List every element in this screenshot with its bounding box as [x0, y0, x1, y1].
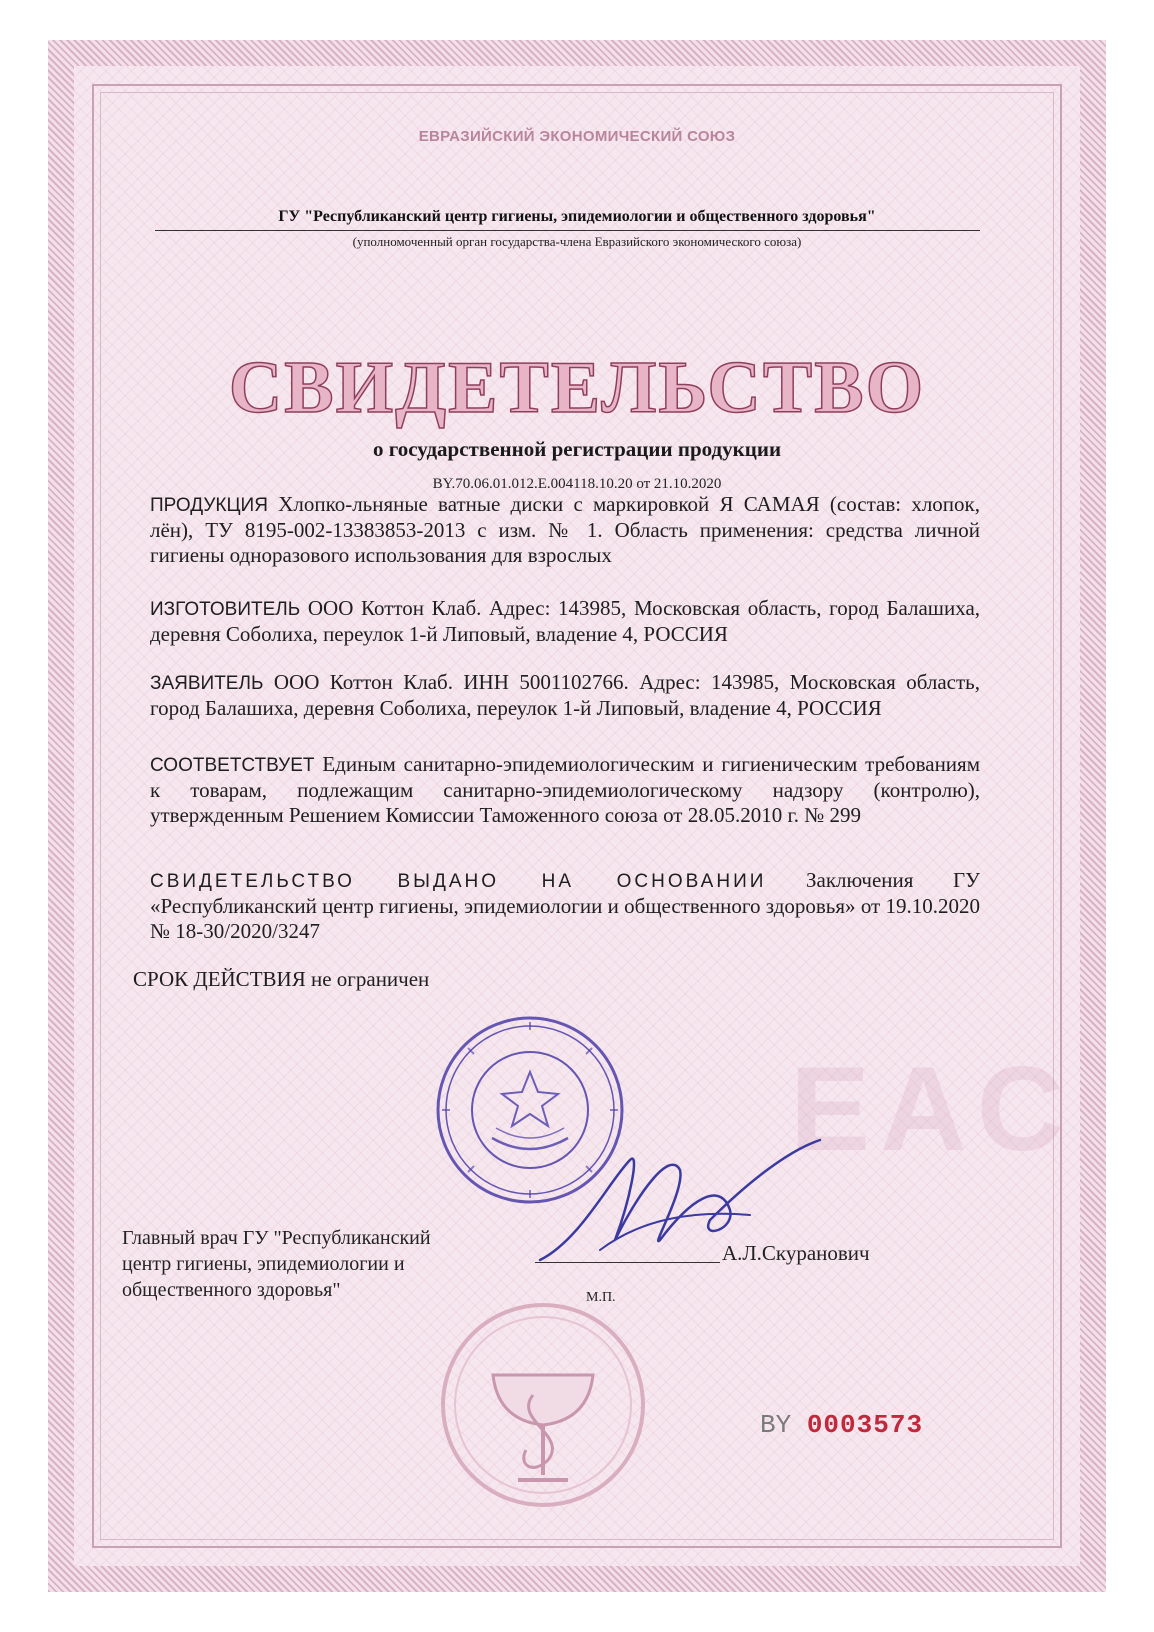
authority-note: (уполномоченный орган государства-члена Евразийского экономического союза): [352, 234, 802, 249]
section-validity: [133, 967, 963, 992]
signer-name: А.Л.Скуранович: [722, 1241, 870, 1265]
seal-placeholder: М.П.: [586, 1290, 616, 1305]
issuing-organization: ГУ "Республиканский центр гигиены, эпидемиологии и общественного здоровья": [278, 208, 876, 225]
manufacturer-label: ИЗГОТОВИТЕЛЬ: [150, 599, 301, 620]
organization-underline: [155, 230, 980, 231]
manufacturer-text: ООО Коттон Клаб. Адрес: 143985, Московская область, город Балашиха, деревня Соболиха, переулок 1-й Липовый, владение 4, РОССИЯ: [150, 596, 981, 646]
certificate-title: СВИДЕТЕЛЬСТВО: [228, 347, 926, 429]
signature-line: [535, 1262, 720, 1263]
conformity-text: Единым санитарно-эпидемиологическим и гигиеническим требованиям к товарам, подлежащим санитарно-эпидемиологическому надзору (контролю), утвержденным Решением Комиссии Таможенного союза от 28.05.2010 г. № 299: [150, 752, 980, 827]
section-product: [150, 492, 980, 568]
applicant-text: ООО Коттон Клаб. ИНН 5001102766. Адрес: 143985, Московская область, город Балашиха, деревня Соболиха, переулок 1-й Липовый, владение 4, РОССИЯ: [150, 670, 981, 720]
section-conformity: [150, 752, 980, 828]
certificate-subtitle: о государственной регистрации продукции: [372, 437, 782, 461]
conformity-label: СООТВЕТСТВУЕТ: [150, 755, 315, 776]
validity-label: СРОК ДЕЙСТВИЯ: [133, 967, 306, 991]
serial-prefix: BY: [760, 1410, 792, 1440]
basis-text: Заключения ГУ «Республиканский центр гигиены, эпидемиологии и общественного здоровья» от 19.10.2020 № 18-30/2020/3247: [150, 868, 980, 943]
medical-emblem: [438, 1300, 648, 1510]
form-serial-number: [760, 1410, 923, 1440]
basis-label: СВИДЕТЕЛЬСТВО ВЫДАНО НА ОСНОВАНИИ: [150, 871, 767, 892]
applicant-label: ЗАЯВИТЕЛЬ: [150, 673, 264, 694]
section-basis: [150, 868, 980, 944]
signer-position: Главный врач ГУ "Республиканский центр гигиены, эпидемиологии и общественного здоровья": [122, 1227, 431, 1301]
product-text: Хлопко-льняные ватные диски с маркировкой Я САМАЯ (состав: хлопок, лён), ТУ 8195-002-13383853-2013 с изм. № 1. Область применения: средства личной гигиены одноразового использования для взрослых: [150, 492, 981, 567]
section-manufacturer: [150, 596, 980, 647]
registration-number: BY.70.06.01.012.E.004118.10.20 от 21.10.2020: [432, 476, 722, 492]
serial-number: 0003573: [806, 1410, 924, 1440]
union-heading: ЕВРАЗИЙСКИЙ ЭКОНОМИЧЕСКИЙ СОЮЗ: [418, 128, 736, 145]
product-label: ПРОДУКЦИЯ: [150, 495, 268, 516]
section-applicant: [150, 670, 980, 721]
validity-text: не ограничен: [310, 967, 430, 991]
eac-watermark: EAC: [790, 1042, 1074, 1176]
